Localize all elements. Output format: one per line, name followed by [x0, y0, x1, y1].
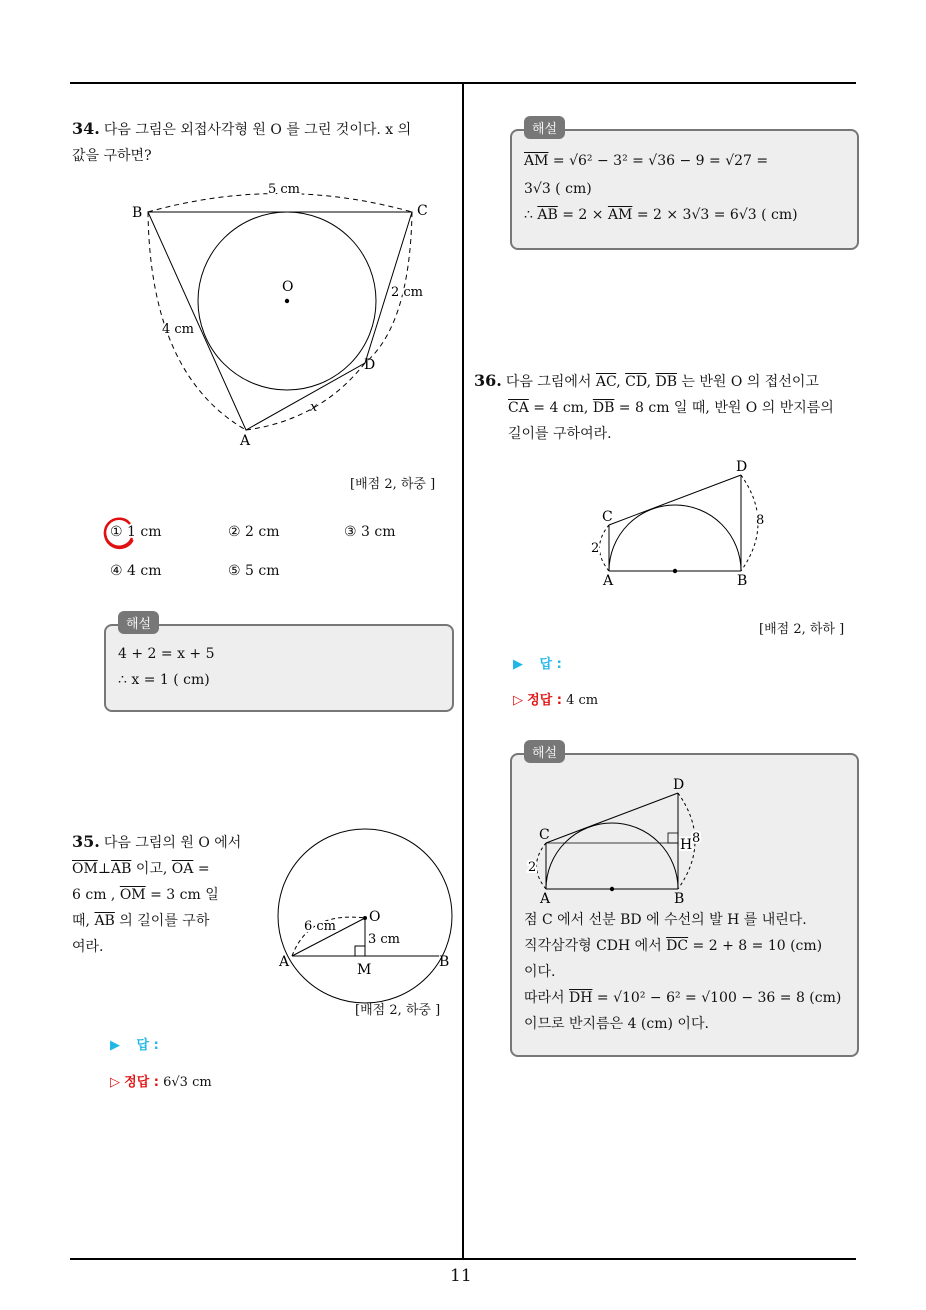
- q34-label-O: O: [282, 279, 294, 295]
- q36-frag: = 4 cm,: [528, 400, 593, 416]
- q34-line2: 값을 구하면?: [72, 148, 152, 164]
- q36-sol-line2: [524, 935, 822, 955]
- q36-solution-figure: [522, 777, 722, 907]
- q36-sol-frag: = √10² − 6² = √100 − 36 = 8 (cm): [592, 990, 842, 1006]
- q36-sol-line1: 점 C 에서 선분 BD 에 수선의 발 H 를 내린다.: [524, 912, 807, 928]
- q35-line5: 여라.: [72, 939, 104, 955]
- q36-answer-label: 답 :: [539, 657, 562, 672]
- q34-choice-5[interactable]: ⑤ 5 cm: [228, 563, 280, 579]
- q36-sol-line5: 이므로 반지름은 4 (cm) 이다.: [524, 1016, 709, 1032]
- q35-label-A: A: [279, 954, 290, 970]
- q34-choice-2[interactable]: ② 2 cm: [228, 524, 280, 540]
- q36-text: [474, 368, 859, 447]
- q34-choice-1[interactable]: ① 1 cm: [110, 524, 162, 540]
- q36-sol-frag: 따라서: [524, 990, 570, 1006]
- q36-semicircle: [609, 505, 741, 571]
- q34-solution-box: [104, 624, 454, 712]
- q36-sol-line4: [524, 987, 841, 1007]
- q36-solution-tag: 해설: [524, 740, 565, 763]
- q35-sol-frag: ∴: [524, 207, 538, 223]
- q34-text: [72, 116, 457, 169]
- seg-OA: $\overline{OA}$: [171, 861, 194, 877]
- q35-label-3cm: 3 cm: [368, 932, 401, 947]
- q36-sol-frag: 직각삼각형 CDH 에서: [524, 938, 667, 954]
- q35-solution-box: [510, 129, 859, 250]
- q34-solution-tag: 해설: [118, 611, 159, 634]
- q35-line1: 다음 그림의 원 O 에서: [103, 835, 242, 851]
- q34-label-x: x: [310, 400, 318, 415]
- q36-label-B: B: [737, 573, 748, 589]
- q36-meta: [배점 2, 하하 ]: [759, 622, 845, 637]
- q35-label-M: M: [357, 962, 372, 978]
- q36-answer-line: [513, 653, 562, 672]
- q35-sol-frag: = 2 ×: [557, 207, 608, 223]
- q34-center-dot: [285, 299, 289, 303]
- seg-OM: $\overline{OM}$: [72, 861, 98, 877]
- seg-AB: $\overline{AB}$: [110, 861, 132, 877]
- q36-frag: ,: [616, 374, 626, 390]
- q36-sol-frag: = 2 + 8 = 10 (cm): [688, 938, 823, 954]
- q34-figure: [120, 175, 440, 450]
- seg-DB: $\overline{DB}$: [655, 374, 677, 390]
- seg-OM: $\overline{OM}$: [119, 887, 146, 903]
- q34-sol-line2: ∴ x = 1 ( cm): [118, 672, 210, 688]
- q35-text-frag: 이고,: [131, 861, 172, 877]
- q36-arc-2: [600, 525, 610, 571]
- q35-correct-line: [110, 1071, 212, 1090]
- q35-sol-frag: = √6² − 3² = √36 − 9 = √27 =: [548, 153, 769, 169]
- perp-symbol: ⊥: [97, 861, 111, 877]
- sol-label-H: H: [680, 837, 693, 853]
- q36-line3: 길이를 구하여라.: [508, 426, 612, 442]
- q36-tangent-CD: [609, 475, 741, 525]
- q34-quadrilateral: [148, 212, 412, 430]
- q36-center-dot: [673, 569, 677, 573]
- seg-CA: $\overline{CA}$: [508, 400, 529, 416]
- q34-meta: [배점 2, 하중 ]: [350, 477, 436, 492]
- seg-AC: $\overline{AC}$: [595, 374, 617, 390]
- q35-correct-value: 6√3 cm: [163, 1075, 212, 1090]
- q35-answer-marker: ▶: [110, 1038, 120, 1053]
- q34-label-A: A: [240, 433, 251, 449]
- seg-DB: $\overline{DB}$: [592, 400, 615, 416]
- q35-text-frag: 때,: [72, 913, 95, 929]
- q34-choice-4[interactable]: ④ 4 cm: [110, 563, 162, 579]
- sol-label-B: B: [674, 891, 685, 907]
- q35-line2: [72, 856, 267, 882]
- q34-choice-3[interactable]: ③ 3 cm: [344, 524, 396, 540]
- seg-AM: $\overline{AM}$: [607, 207, 633, 223]
- q34-line1: 다음 그림은 외접사각형 원 O 를 그린 것이다. x 의: [103, 122, 412, 138]
- q36-figure: [585, 455, 775, 590]
- seg-CD: $\overline{CD}$: [625, 374, 647, 390]
- bottom-rule: [70, 1258, 856, 1260]
- sol-label-C: C: [539, 827, 550, 843]
- q36-label-C: C: [602, 509, 613, 525]
- sol-CD: [546, 793, 678, 843]
- q36-answer-marker: ▶: [513, 657, 523, 672]
- sol-label-8: 8: [692, 831, 701, 846]
- q35-text-frag: 6 cm ,: [72, 887, 120, 903]
- q35-label-6cm: 6 cm: [304, 919, 337, 934]
- q36-label-A: A: [603, 573, 614, 589]
- seg-AB: $\overline{AB}$: [537, 207, 558, 223]
- q35-text-frag: 의 길이를 구하: [114, 913, 210, 929]
- q36-frag: = 8 cm 일 때, 반원 O 의 반지름의: [614, 400, 834, 416]
- q35-text: [72, 829, 267, 960]
- q35-text-frag: =: [193, 861, 210, 877]
- q34-label-C: C: [417, 203, 428, 219]
- q36-correct-line: [513, 689, 598, 708]
- seg-DH: $\overline{DH}$: [569, 990, 593, 1006]
- q35-line3: [72, 882, 267, 908]
- seg-DC: $\overline{DC}$: [666, 938, 689, 954]
- q36-label-2: 2: [591, 541, 600, 556]
- q35-figure: [274, 826, 464, 1006]
- sol-arc-2: [537, 843, 547, 889]
- q36-solution-box: [510, 753, 859, 1057]
- sol-label-D: D: [673, 777, 685, 793]
- q35-answer-line: [110, 1034, 159, 1053]
- q34-sol-line1: 4 + 2 = x + 5: [118, 646, 215, 662]
- q35-solution-tag: 해설: [524, 116, 565, 139]
- q35-sol-line2: 3√3 ( cm): [524, 181, 592, 197]
- sol-center-dot: [610, 887, 614, 891]
- q35-right-angle: [355, 946, 365, 956]
- q35-number: 35.: [72, 832, 100, 851]
- q36-frag: 는 반원 O 의 접선이고: [676, 374, 819, 390]
- q35-meta: [배점 2, 하중 ]: [355, 1003, 441, 1018]
- sol-label-2: 2: [528, 860, 537, 875]
- sol-label-A: A: [540, 891, 551, 907]
- q36-number: 36.: [474, 371, 502, 390]
- q35-sol-frag: = 2 × 3√3 = 6√3 ( cm): [632, 207, 798, 223]
- q35-line4: [72, 908, 267, 934]
- q34-label-top: 5 cm: [268, 182, 301, 197]
- q36-sol-line3: 이다.: [524, 964, 556, 980]
- q34-label-B: B: [132, 205, 143, 221]
- q35-label-O: O: [369, 909, 381, 925]
- seg-AB: $\overline{AB}$: [94, 913, 115, 929]
- q36-frag: 다음 그림에서: [505, 374, 596, 390]
- sol-right-angle: [668, 833, 678, 843]
- q34-label-right: 2 cm: [391, 285, 424, 300]
- seg-AM: $\overline{AM}$: [524, 153, 549, 169]
- q35-label-B: B: [439, 954, 450, 970]
- q36-correct-label: 정답 :: [527, 693, 562, 708]
- q35-text-frag: = 3 cm 일: [145, 887, 219, 903]
- q35-correct-marker: ▷: [110, 1075, 120, 1090]
- q36-frag: ,: [646, 374, 656, 390]
- q35-sol-line3: [524, 207, 798, 223]
- q35-answer-label: 답 :: [136, 1038, 159, 1053]
- q34-label-left: 4 cm: [162, 322, 195, 337]
- q35-center-dot: [363, 916, 367, 920]
- q35-sol-line1: [524, 153, 768, 169]
- q36-label-D: D: [736, 459, 748, 475]
- q34-number: 34.: [72, 119, 100, 138]
- sol-semicircle: [546, 823, 678, 889]
- q34-label-D: D: [364, 357, 376, 373]
- column-divider: [462, 82, 464, 1260]
- q36-correct-marker: ▷: [513, 693, 523, 708]
- q36-correct-value: 4 cm: [566, 693, 599, 708]
- q35-correct-label: 정답 :: [124, 1075, 159, 1090]
- page-number: 11: [450, 1266, 472, 1286]
- q36-label-8: 8: [756, 513, 765, 528]
